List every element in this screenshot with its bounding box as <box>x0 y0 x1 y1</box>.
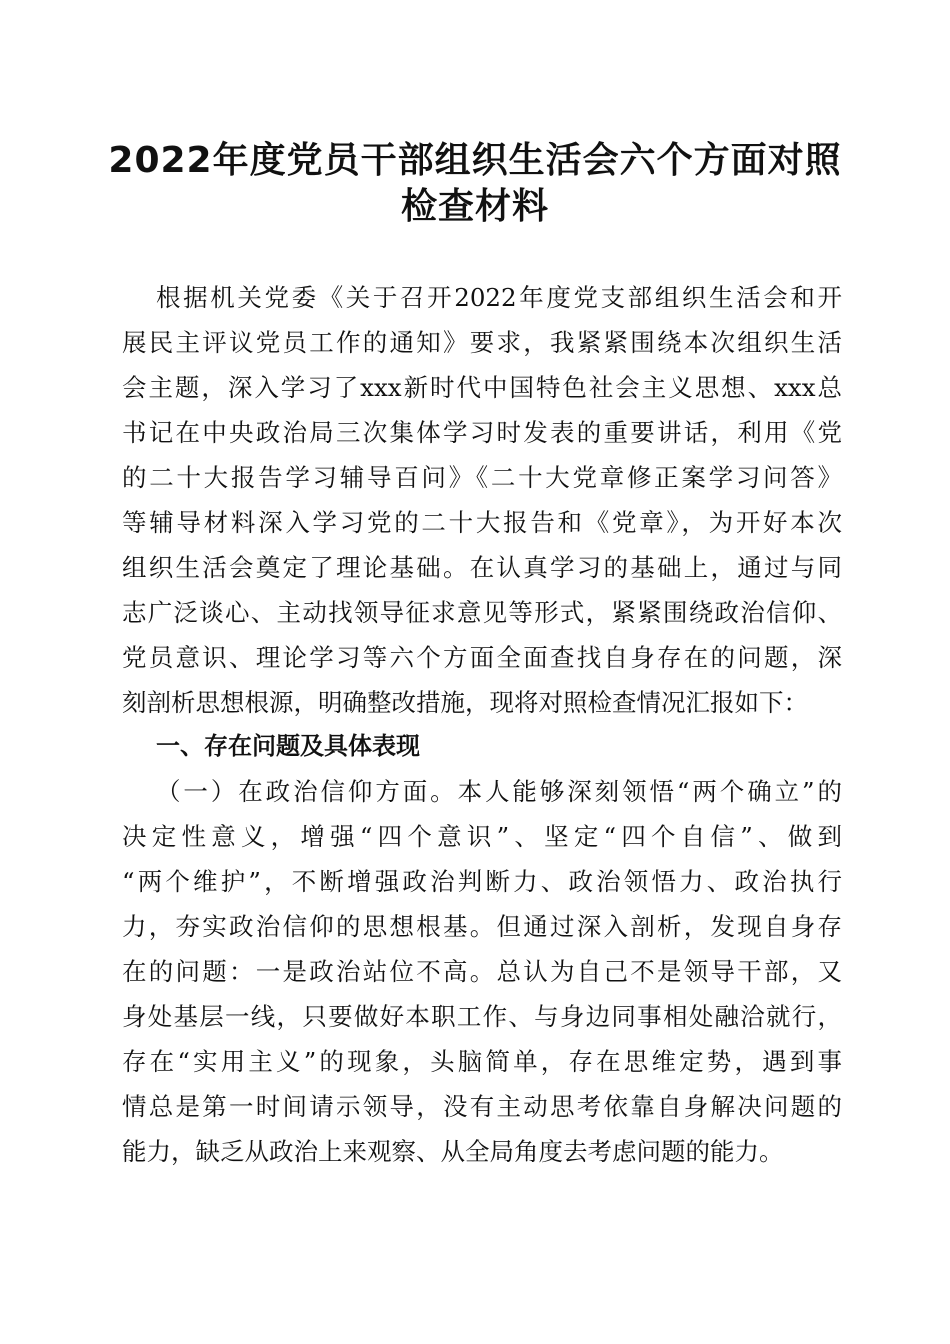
paragraph-line: 存在“实用主义”的现象，头脑简单，存在思维定势，遇到事 <box>122 1047 842 1076</box>
paragraph-line: （一）在政治信仰方面。本人能够深刻领悟“两个确立”的 <box>156 777 842 806</box>
paragraph-line: 党员意识、理论学习等六个方面全面查找自身存在的问题，深 <box>122 643 842 672</box>
section-heading: 一、存在问题及具体表现 <box>156 732 420 760</box>
paragraph-line: “两个维护”，不断增强政治判断力、政治领悟力、政治执行 <box>122 867 842 896</box>
paragraph-line: 的二十大报告学习辅导百问》《二十大党章修正案学习问答》 <box>122 463 842 492</box>
document-title-line-2: 检查材料 <box>400 186 549 227</box>
paragraph-line: 决定性意义，增强“四个意识”、坚定“四个自信”、做到 <box>122 822 842 851</box>
paragraph-line: 刻剖析思想根源，明确整改措施，现将对照检查情况汇报如下： <box>122 688 808 717</box>
paragraph-line: 组织生活会奠定了理论基础。在认真学习的基础上，通过与同 <box>122 553 842 582</box>
paragraph-line: 书记在中央政治局三次集体学习时发表的重要讲话，利用《党 <box>122 418 842 447</box>
paragraph-line: 志广泛谈心、主动找领导征求意见等形式，紧紧围绕政治信仰、 <box>122 598 842 627</box>
paragraph-line: 身处基层一线，只要做好本职工作、与身边同事相处融洽就行， <box>122 1002 842 1031</box>
paragraph-line: 情总是第一时间请示领导，没有主动思考依靠自身解决问题的 <box>122 1092 842 1121</box>
paragraph-line: 展民主评议党员工作的通知》要求，我紧紧围绕本次组织生活 <box>122 328 842 357</box>
paragraph-line: 力，夯实政治信仰的思想根基。但通过深入剖析，发现自身存 <box>122 912 842 941</box>
document-title-line-1: 2022年度党员干部组织生活会六个方面对照 <box>108 140 842 181</box>
paragraph-line: 等辅导材料深入学习党的二十大报告和《党章》，为开好本次 <box>122 508 842 537</box>
paragraph-line: 根据机关党委《关于召开2022年度党支部组织生活会和开 <box>156 283 842 312</box>
paragraph-line: 能力，缺乏从政治上来观察、从全局角度去考虑问题的能力。 <box>122 1137 784 1166</box>
paragraph-line: 会主题，深入学习了xxx新时代中国特色社会主义思想、xxx总 <box>122 373 842 402</box>
paragraph-line: 在的问题：一是政治站位不高。总认为自己不是领导干部，又 <box>122 957 842 986</box>
